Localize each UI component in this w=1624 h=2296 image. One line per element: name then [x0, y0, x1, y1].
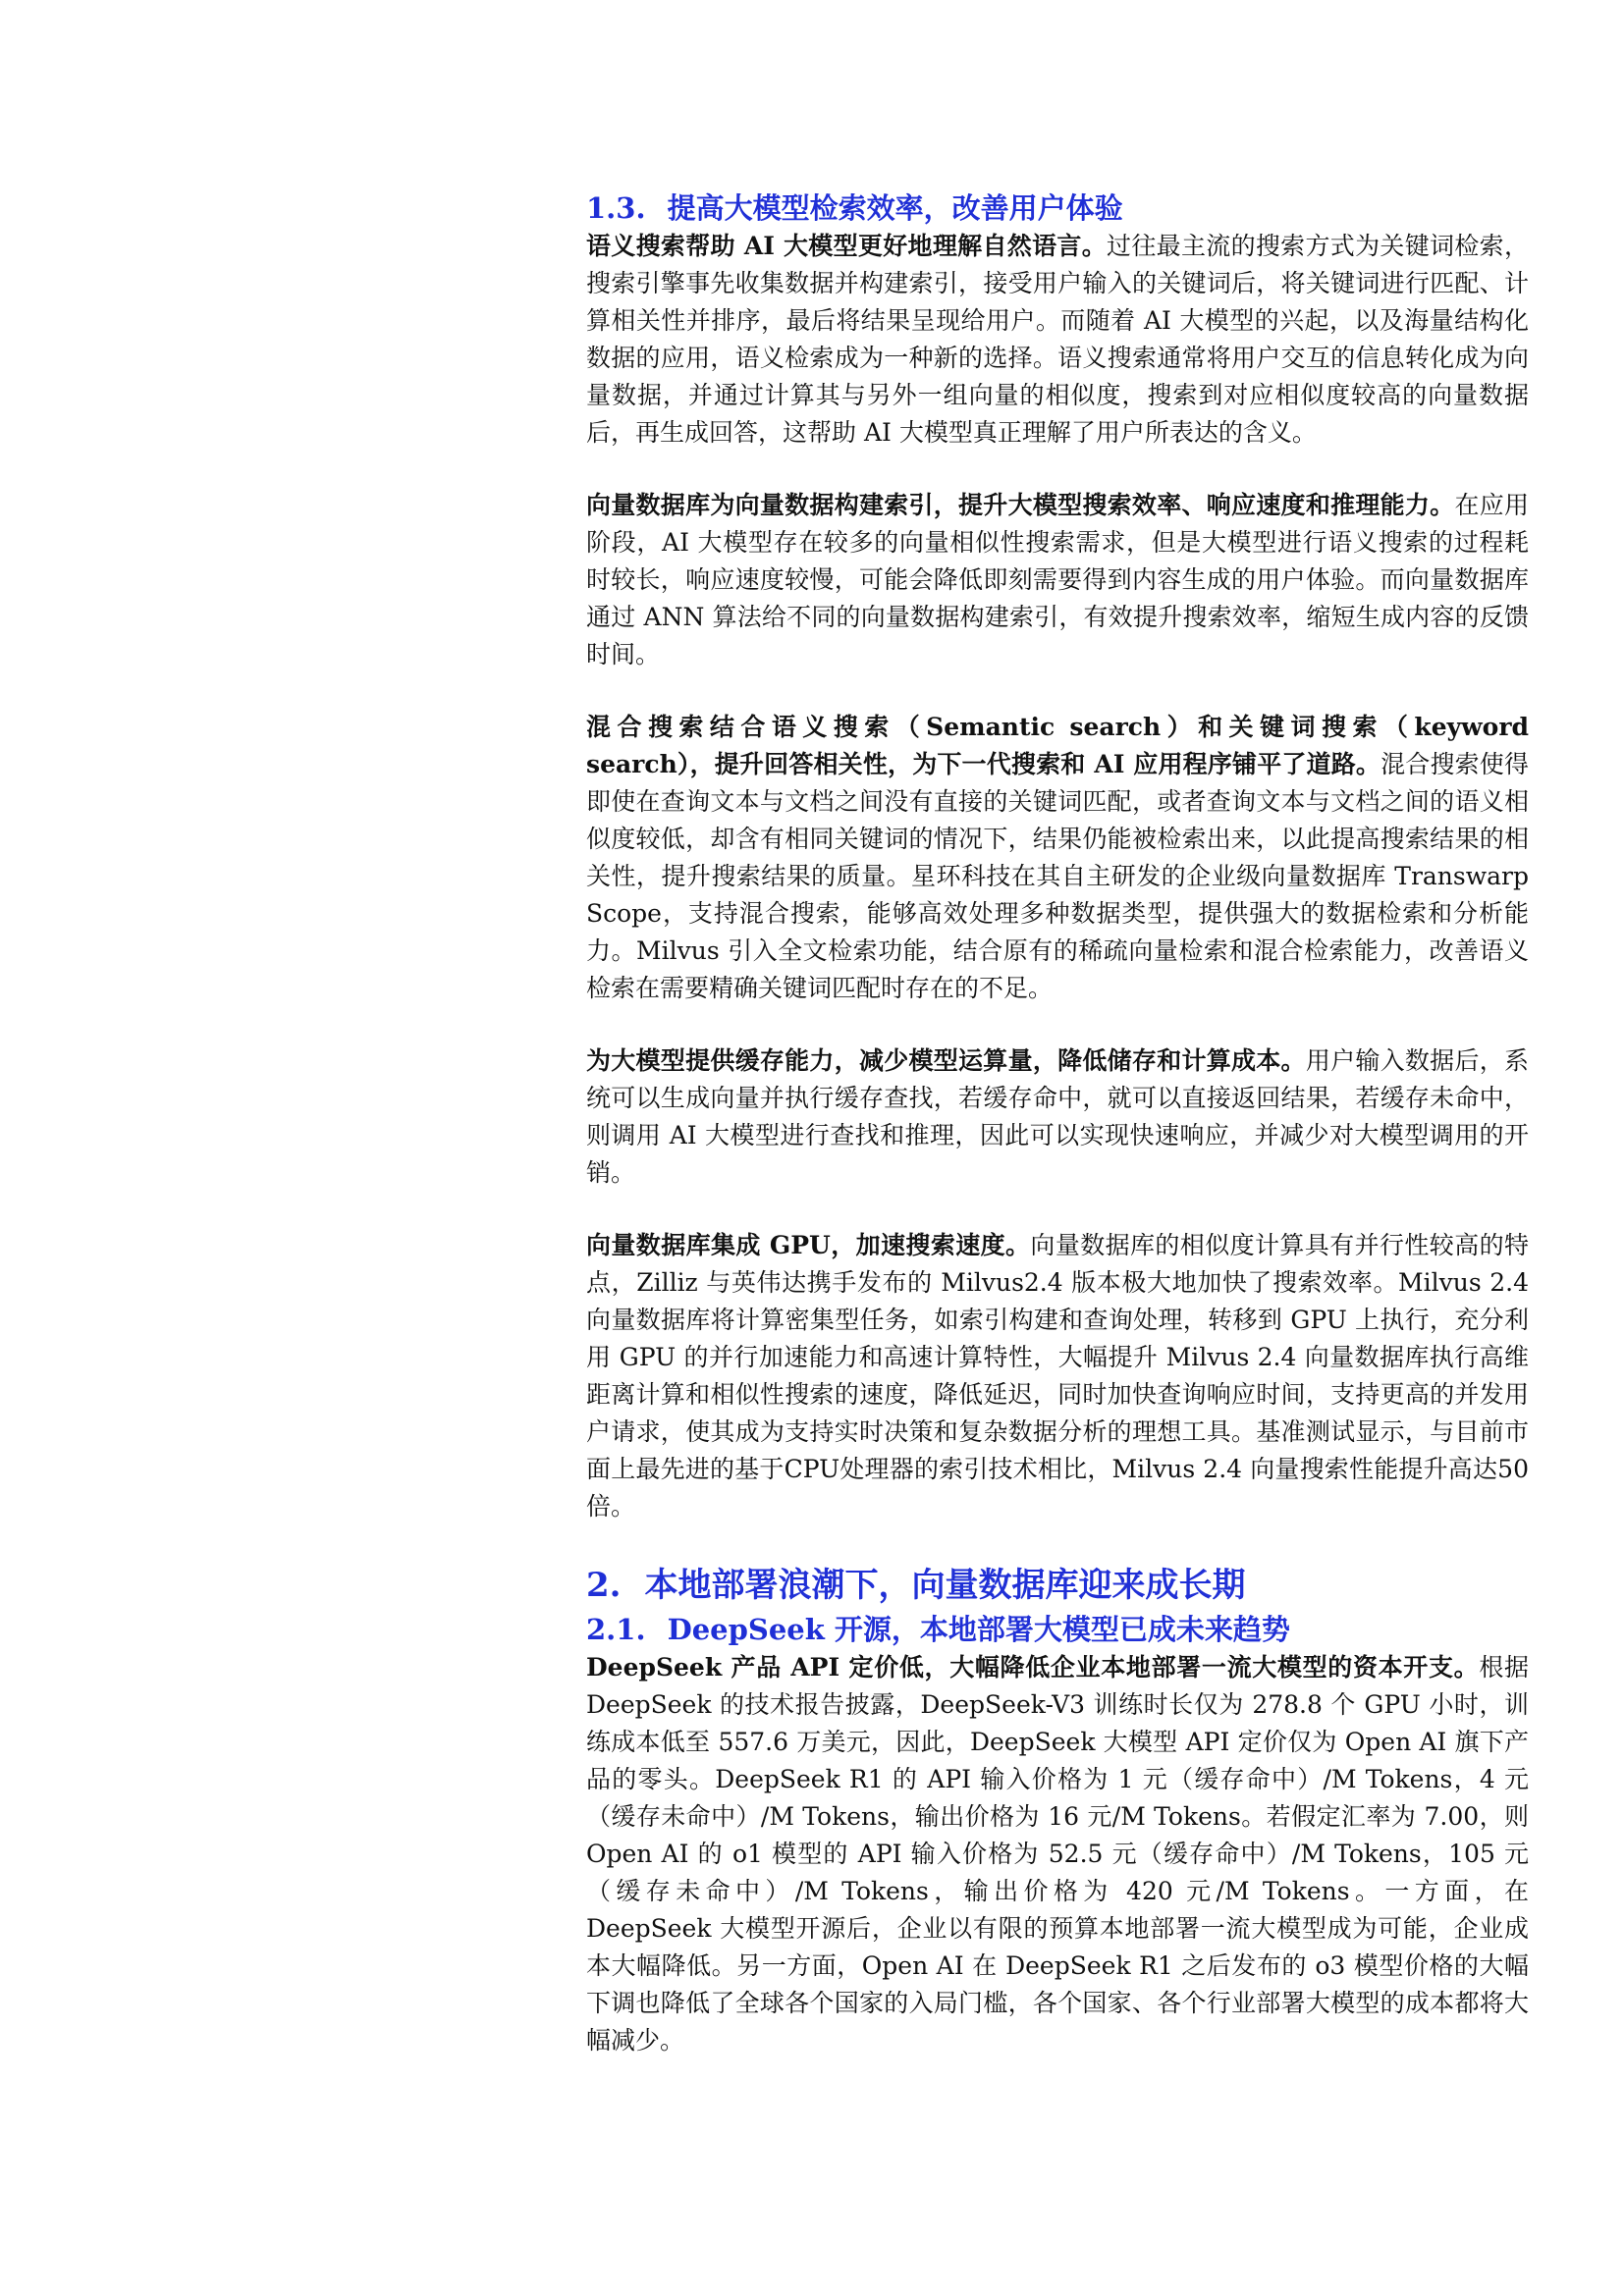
section-number: 2.1.: [586, 1613, 646, 1646]
section-number: 2.: [586, 1566, 622, 1605]
paragraph-deepseek-pricing: [586, 1649, 1529, 2059]
paragraph-body: 混合搜索使得即使在查询文本与文档之间没有直接的关键词匹配，或者查询文本与文档之间的语义相似度较低，却含有相同关键词的情况下，结果仍能被检索出来，以此提高搜索结果的相关性，提升搜索结果的质量。星环科技在其自主研发的企业级向量数据库 Transwarp Scope，支持混合搜索，能够高效处理多种数据类型，提供强大的数据检索和分析能力。Milvus 引入全文检索功能，结合原有的稀疏向量检索和混合检索能力，改善语义检索在需要精确关键词匹配时存在的不足。: [586, 750, 1529, 1002]
paragraph-body: 在应用阶段，AI 大模型存在较多的向量相似性搜索需求，但是大模型进行语义搜索的过程耗时较长，响应速度较慢，可能会降低即刻需要得到内容生成的用户体验。而向量数据库通过 ANN 算法给不同的向量数据构建索引，有效提升搜索效率，缩短生成内容的反馈时间。: [586, 491, 1529, 668]
paragraph-cache: [586, 1042, 1529, 1192]
paragraph-lead: 向量数据库为向量数据构建索引，提升大模型搜索效率、响应速度和推理能力。: [586, 491, 1455, 519]
paragraph-semantic-search: [586, 228, 1529, 452]
section-heading-2-1: [586, 1610, 1529, 1649]
paragraph-lead: 为大模型提供缓存能力，减少模型运算量，降低储存和计算成本。: [586, 1046, 1306, 1075]
document-body: [586, 188, 1529, 2059]
paragraph-lead: 语义搜索帮助 AI 大模型更好地理解自然语言。: [586, 232, 1108, 260]
paragraph-gpu: [586, 1227, 1529, 1525]
section-title: 提高大模型检索效率，改善用户体验: [667, 191, 1123, 225]
paragraph-hybrid-search: [586, 709, 1529, 1007]
section-title: 本地部署浪潮下，向量数据库迎来成长期: [644, 1566, 1246, 1605]
section-title: DeepSeek 开源，本地部署大模型已成未来趋势: [667, 1613, 1290, 1646]
paragraph-body: 过往最主流的搜索方式为关键词检索，搜索引擎事先收集数据并构建索引，接受用户输入的关键词后，将关键词进行匹配、计算相关性并排序，最后将结果呈现给用户。而随着 AI 大模型的兴起，以及海量结构化数据的应用，语义检索成为一种新的选择。语义搜索通常将用户交互的信息转化成为向量数据，并通过计算其与另外一组向量的相似度，搜索到对应相似度较高的向量数据后，再生成回答，这帮助 AI 大模型真正理解了用户所表达的含义。: [586, 232, 1529, 447]
section-heading-1-3: [586, 188, 1529, 228]
paragraph-lead: 混合搜索结合语义搜索（Semantic search）和关键词搜索（keyword search），提升回答相关性，为下一代搜索和 AI 应用程序铺平了道路。: [586, 713, 1529, 778]
section-heading-2: [586, 1563, 1529, 1608]
paragraph-body: 向量数据库的相似度计算具有并行性较高的特点，Zilliz 与英伟达携手发布的 Milvus2.4 版本极大地加快了搜索效率。Milvus 2.4 向量数据库将计算密集型任务，如索引构建和查询处理，转移到 GPU 上执行，充分利用 GPU 的并行加速能力和高速计算特性，大幅提升 Milvus 2.4 向量数据库执行高维距离计算和相似性搜索的速度，降低延迟，同时加快查询响应时间，支持更高的并发用户请求，使其成为支持实时决策和复杂数据分析的理想工具。基准测试显示，与目前市面上最先进的基于CPU处理器的索引技术相比，Milvus 2.4 向量搜索性能提升高达50倍。: [586, 1231, 1529, 1521]
paragraph-body: 用户输入数据后，系统可以生成向量并执行缓存查找，若缓存命中，就可以直接返回结果，若缓存未命中，则调用 AI 大模型进行查找和推理，因此可以实现快速响应，并减少对大模型调用的开销。: [586, 1046, 1529, 1187]
paragraph-lead: 向量数据库集成 GPU，加速搜索速度。: [586, 1231, 1031, 1259]
section-number: 1.3.: [586, 191, 646, 225]
paragraph-body: 根据 DeepSeek 的技术报告披露，DeepSeek-V3 训练时长仅为 278.8 个 GPU 小时，训练成本低至 557.6 万美元，因此，DeepSeek 大模型 API 定价仅为 Open AI 旗下产品的零头。DeepSeek R1 的 API 输入价格为 1 元（缓存命中）/M Tokens，4 元（缓存未命中）/M Tokens，输出价格为 16 元/M Tokens。若假定汇率为 7.00，则 Open AI 的 o1 模型的 API 输入价格为 52.5 元（缓存命中）/M Tokens，105 元（缓存未命中）/M Tokens，输出价格为 420 元/M Tokens。一方面，在 DeepSeek 大模型开源后，企业以有限的预算本地部署一流大模型成为可能，企业成本大幅降低。另一方面，Open AI 在 DeepSeek R1 之后发布的 o3 模型价格的大幅下调也降低了全球各个国家的入局门槛，各个国家、各个行业部署大模型的成本都将大幅减少。: [586, 1653, 1529, 2055]
paragraph-vector-index: [586, 487, 1529, 673]
paragraph-lead: DeepSeek 产品 API 定价低，大幅降低企业本地部署一流大模型的资本开支。: [586, 1653, 1480, 1682]
